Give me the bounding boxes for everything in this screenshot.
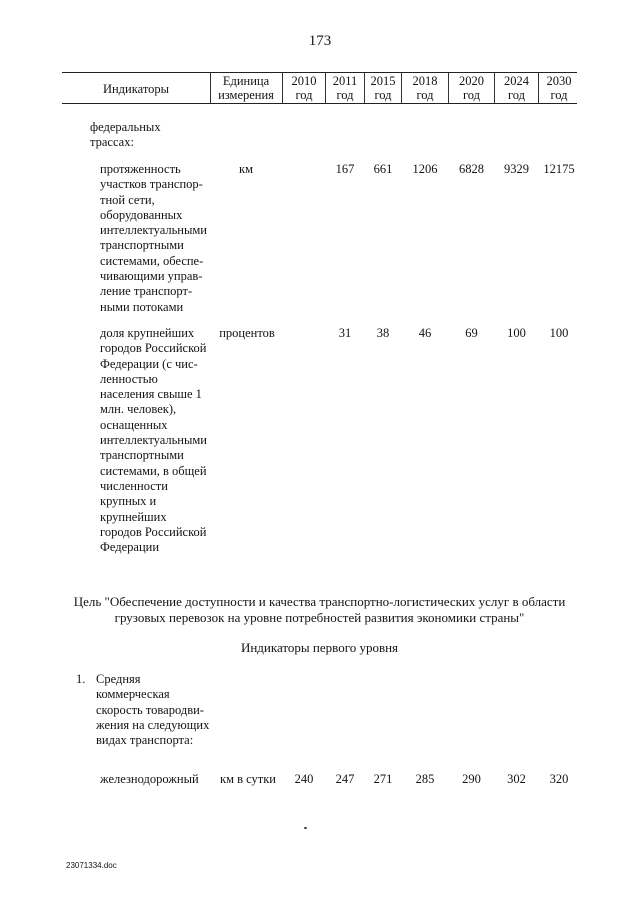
scan-speck (304, 827, 307, 829)
row-2-unit: процентов (219, 326, 275, 340)
header-unit: Единица измерения (218, 74, 274, 102)
indicators-subheading: Индикаторы первого уровня (240, 640, 399, 655)
rail-row-label: железнодорожный (100, 772, 199, 786)
row-1-value-2015: 661 (373, 162, 393, 176)
header-indicators: Индикаторы (102, 82, 170, 96)
row-1-value-2024: 9329 (504, 162, 529, 176)
rail-value-2015: 271 (373, 772, 393, 786)
footer-filename: 23071334.doc (66, 861, 117, 870)
rail-value-2011: 247 (335, 772, 355, 786)
row-1-value-2030: 12175 (543, 162, 575, 176)
row-2-value-2030: 100 (549, 326, 569, 340)
group-label: федеральных трассах: (90, 120, 161, 150)
row-2-indicator: доля крупнейших городов Российской Федерации (с чис-ленностью населения свыше 1 млн. человек), оснащенных интеллектуальными транспортными системами, в общей численности крупных и крупнейших городов Российской Федерации (100, 326, 207, 555)
rail-value-2030: 320 (549, 772, 569, 786)
item-1-number: 1. (76, 672, 86, 686)
header-year-2010: 2010 год (291, 74, 317, 102)
row-2-value-2018: 46 (418, 326, 432, 340)
item-1-label: Средняя коммерческая скорость товародви-жения на следующих видах транспорта: (96, 672, 210, 748)
rail-value-2010: 240 (294, 772, 314, 786)
row-1-indicator: протяженность участков транспор-тной сети, оборудованных интеллектуальными транспортными системами, обеспе-чивающими управ-ление транспорт-ными потоками (100, 162, 207, 314)
row-2-value-2024: 100 (507, 326, 526, 340)
goal-text: Цель "Обеспечение доступности и качества транспортно-логистических услуг в области грузовых перевозок на уровне потребностей развития экономики страны" (73, 594, 566, 625)
row-2-value-2020: 69 (465, 326, 478, 340)
row-1-value-2011: 167 (335, 162, 355, 176)
header-year-2015: 2015 год (370, 74, 396, 102)
header-year-2018: 2018 год (412, 74, 438, 102)
row-1-value-2020: 6828 (459, 162, 484, 176)
header-year-2030: 2030 год (546, 74, 572, 102)
row-2-value-2015: 38 (376, 326, 390, 340)
table-header-bottom-rule (62, 103, 577, 104)
rail-row-unit: км в сутки (220, 772, 276, 786)
header-divider (282, 73, 283, 103)
rail-value-2018: 285 (415, 772, 435, 786)
rail-value-2024: 302 (507, 772, 526, 786)
row-2-value-2011: 31 (338, 326, 352, 340)
header-year-2011: 2011 год (332, 74, 358, 102)
header-year-2020: 2020 год (459, 74, 484, 102)
row-1-value-2018: 1206 (412, 162, 438, 176)
row-1-unit: км (239, 162, 253, 176)
rail-value-2020: 290 (462, 772, 481, 786)
table-top-rule (62, 72, 577, 73)
page-number: 173 (308, 33, 332, 49)
header-divider (210, 73, 211, 103)
header-year-2024: 2024 год (504, 74, 529, 102)
